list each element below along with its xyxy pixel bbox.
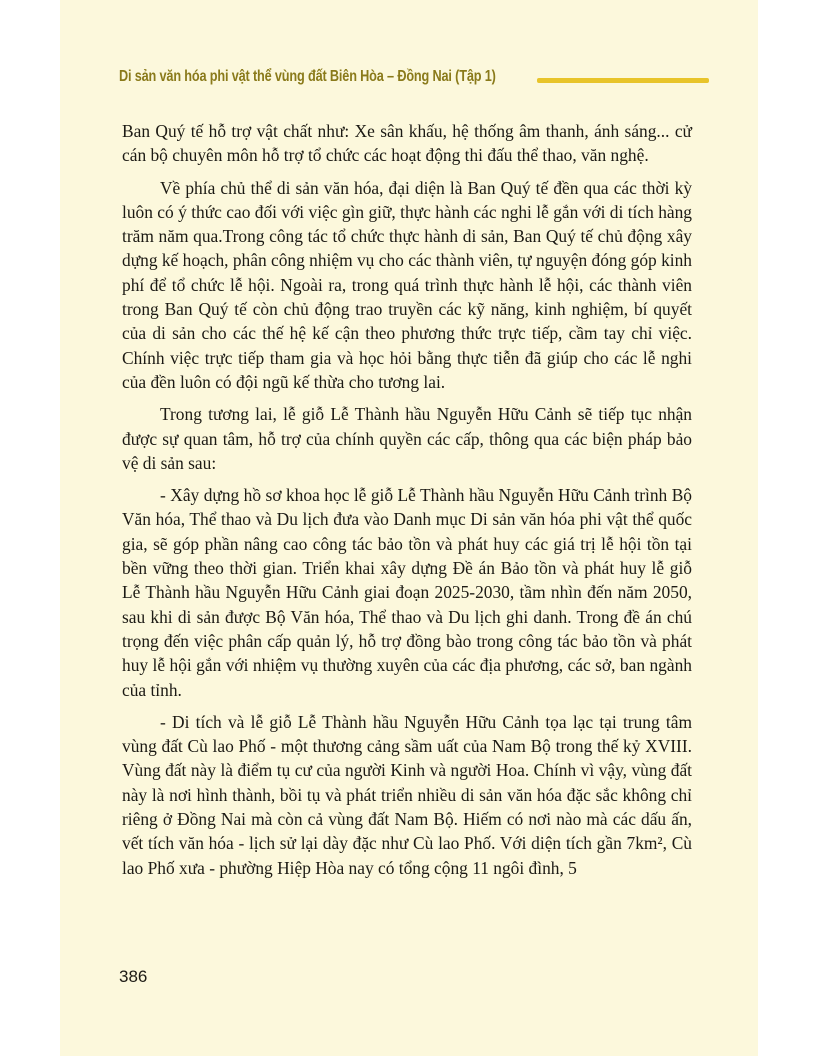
header-decorative-rule [537,78,709,83]
paragraph: Ban Quý tế hỗ trợ vật chất như: Xe sân khấu, hệ thống âm thanh, ánh sáng... cử cán bộ chuyên môn hỗ trợ tổ chức các hoạt động thi đấu thể thao, văn nghệ. [122,121,692,166]
paragraph: - Xây dựng hồ sơ khoa học lễ giỗ Lễ Thành hầu Nguyễn Hữu Cảnh trình Bộ Văn hóa, Thể thao và Du lịch đưa vào Danh mục Di sản văn hóa phi vật thể quốc gia, sẽ góp phần nâng cao công tác bảo tồn và phát huy các giá trị lễ hội tồn tại bền vững theo thời gian. Triển khai xây dựng Đề án Bảo tồn và phát huy lễ giỗ Lễ Thành hầu Nguyễn Hữu Cảnh giai đoạn 2025-2030, tầm nhìn đến năm 2050, sau khi di sản được Bộ Văn hóa, Thể thao và Du lịch ghi danh. Trong đề án chú trọng đến việc phân cấp quản lý, hỗ trợ đồng bào trong công tác bảo tồn và phát huy lễ hội gắn với nhiệm vụ thường xuyên của các địa phương, các sở, ban ngành của tỉnh. [122,485,692,700]
paragraph: - Di tích và lễ giỗ Lễ Thành hầu Nguyễn Hữu Cảnh tọa lạc tại trung tâm vùng đất Cù lao Phố - một thương cảng sầm uất của Nam Bộ trong thế kỷ XVIII. Vùng đất này là điểm tụ cư của người Kinh và người Hoa. Chính vì vậy, vùng đất này là nơi hình thành, bồi tụ và phát triển nhiều di sản văn hóa đặc sắc không chỉ riêng ở Đồng Nai mà còn cả vùng đất Nam Bộ. Hiếm có nơi nào mà các dấu ấn, vết tích văn hóa - lịch sử lại dày đặc như Cù lao Phố. Với diện tích gần 7km², Cù lao Phố xưa - phường Hiệp Hòa nay có tổng cộng 11 ngôi đình, 5 [122,711,692,878]
page-number: 386 [119,967,148,986]
running-header-title: Di sản văn hóa phi vật thể vùng đất Biên Hòa – Đồng Nai (Tập 1) [119,68,496,85]
paragraph: Về phía chủ thể di sản văn hóa, đại diện là Ban Quý tế đền qua các thời kỳ luôn có ý thức cao đối với việc gìn giữ, thực hành các nghi lễ gắn với di tích hàng trăm năm qua.Trong công tác tổ chức thực hành di sản, Ban Quý tế chủ động xây dựng kế hoạch, phân công nhiệm vụ cho các thành viên, tự nguyện đóng góp kinh phí để tổ chức lễ hội. Ngoài ra, trong quá trình thực hành lễ hội, các thành viên trong Ban Quý tế còn chủ động trao truyền các kỹ năng, kinh nghiệm, bí quyết của di sản cho các thế hệ kế cận theo phương thức trực tiếp, cầm tay chỉ việc. Chính việc trực tiếp tham gia và học hỏi bằng thực tiễn đã giúp cho các lễ nghi của đền luôn có đội ngũ kế thừa cho tương lai. [122,177,692,392]
paragraph: Trong tương lai, lễ giỗ Lễ Thành hầu Nguyễn Hữu Cảnh sẽ tiếp tục nhận được sự quan tâm, hỗ trợ của chính quyền các cấp, thông qua các biện pháp bảo vệ di sản sau: [122,404,692,473]
running-header [119,68,699,94]
body-text [122,119,692,888]
